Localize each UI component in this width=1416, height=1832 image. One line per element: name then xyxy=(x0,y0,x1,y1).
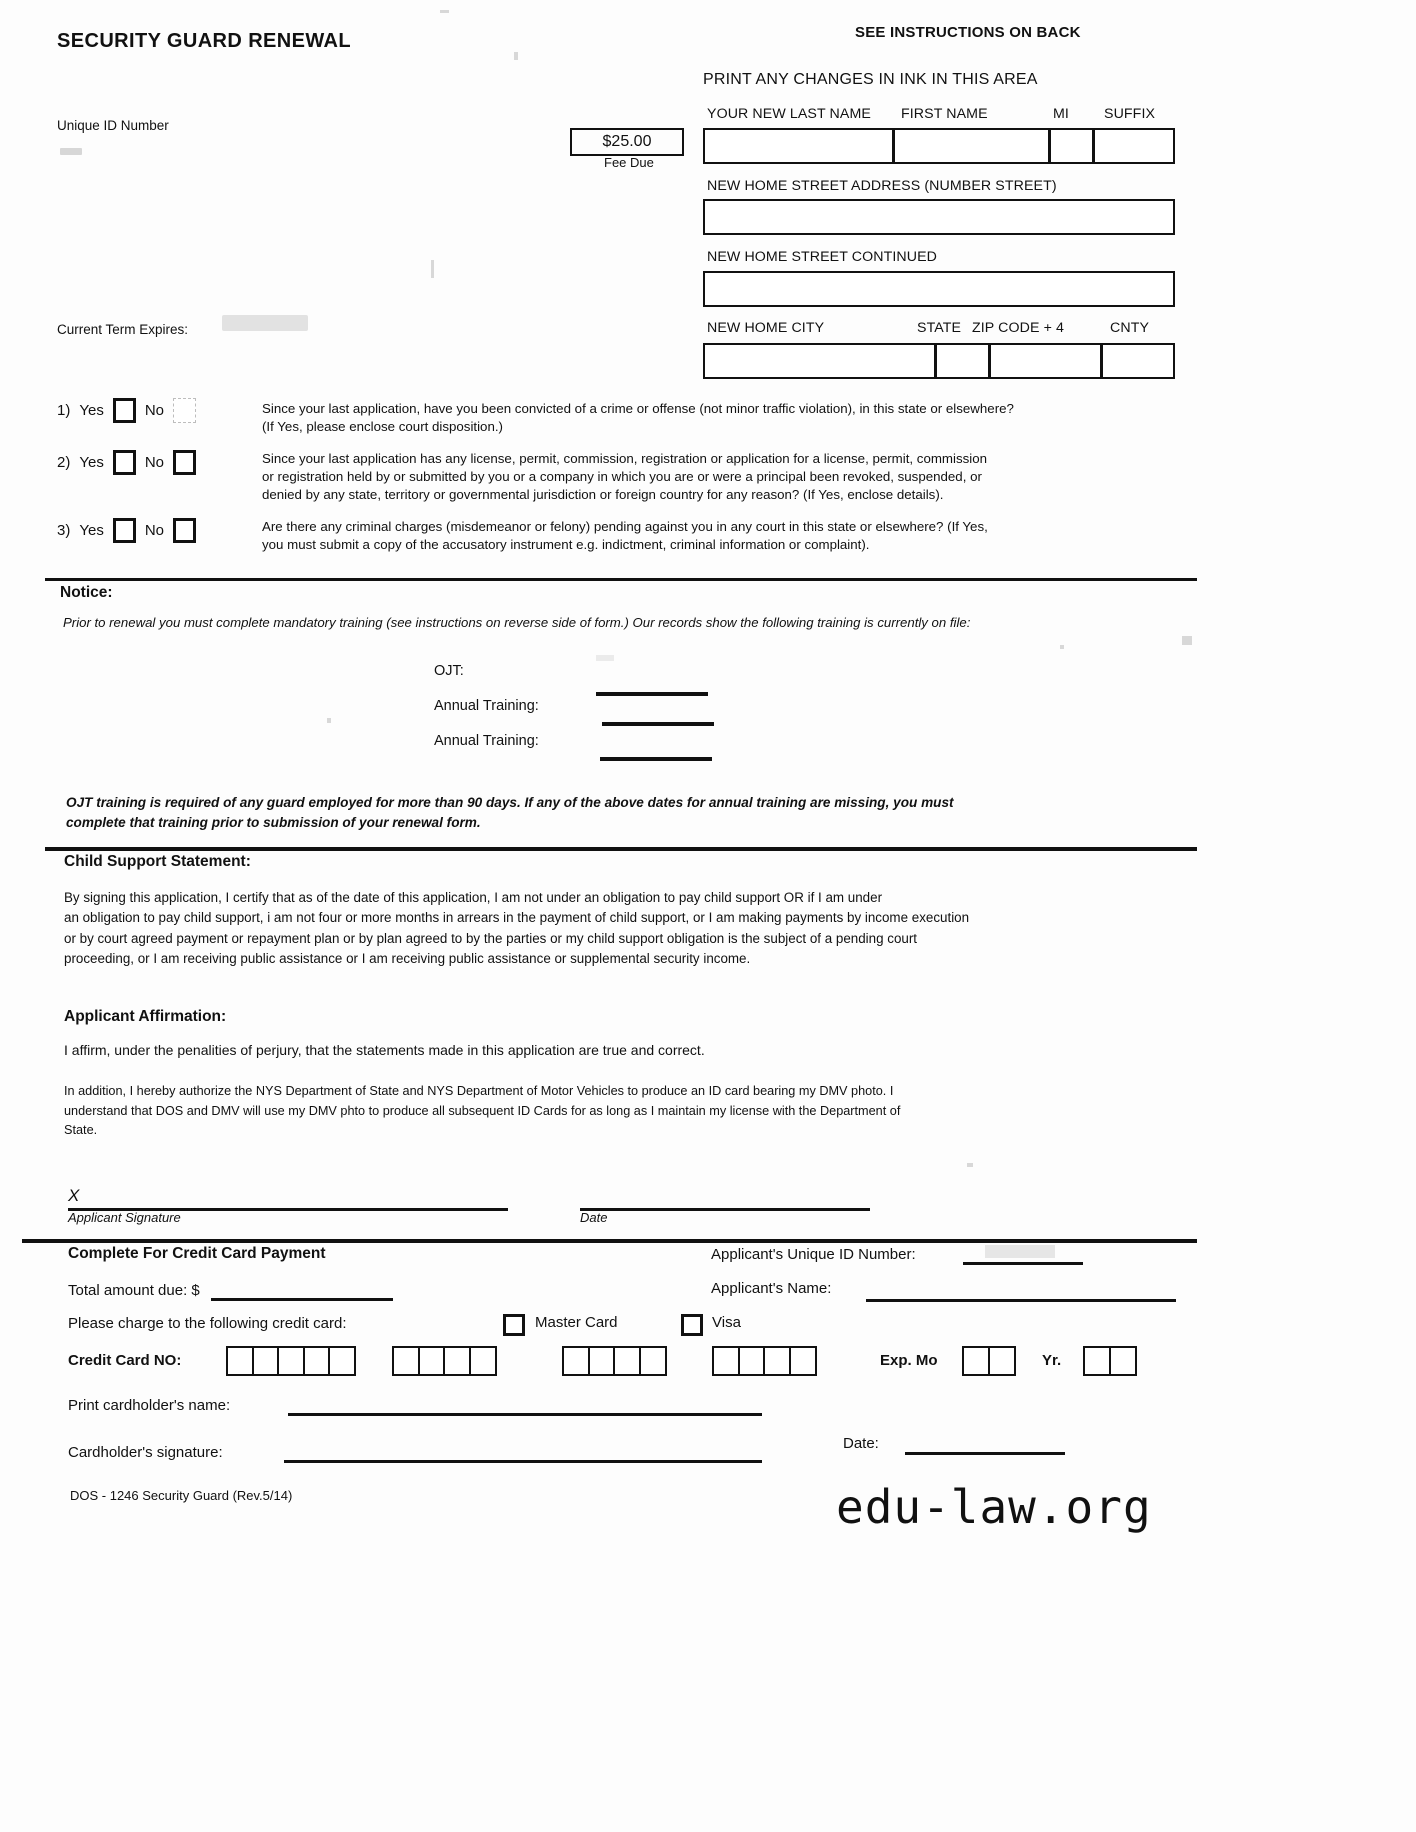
signature-date-caption: Date xyxy=(580,1210,608,1225)
current-term-scan-smudge xyxy=(222,315,308,331)
exp-yr-cell[interactable] xyxy=(1109,1346,1137,1376)
cc-digit-cell[interactable] xyxy=(763,1346,791,1376)
scan-speck xyxy=(514,52,518,60)
notice-heading: Notice: xyxy=(60,584,113,601)
cc-digit-cell[interactable] xyxy=(469,1346,497,1376)
credit-card-number-label: Credit Card NO: xyxy=(68,1352,182,1369)
question-1-yes-label: Yes xyxy=(79,402,104,419)
scan-speck xyxy=(1182,636,1192,645)
see-instructions-note: SEE INSTRUCTIONS ON BACK xyxy=(855,24,1081,41)
scan-speck xyxy=(1060,645,1064,649)
cc-digit-cell[interactable] xyxy=(392,1346,420,1376)
question-3-yes-checkbox[interactable] xyxy=(113,518,136,543)
credit-card-date-field[interactable] xyxy=(905,1452,1065,1455)
cc-digit-cell[interactable] xyxy=(252,1346,280,1376)
question-2-line-2: or registration held by or submitted by you or a company in which you are or were a principal been revoked, suspended, or xyxy=(262,468,982,484)
child-support-divider xyxy=(45,847,1197,851)
signature-date-field[interactable] xyxy=(580,1208,870,1211)
question-3-text xyxy=(262,518,1062,554)
affirmation-auth-line-1: In addition, I hereby authorize the NYS Department of State and NYS Department of Motor Vehicles to produce an ID card bearing my DMV photo. I xyxy=(64,1084,894,1098)
question-2-number: 2) xyxy=(57,454,71,471)
cc-digit-cell[interactable] xyxy=(712,1346,740,1376)
question-1-no-checkbox[interactable] xyxy=(173,398,196,423)
city-label: NEW HOME CITY xyxy=(707,320,825,336)
question-1-number: 1) xyxy=(57,402,71,419)
exp-yr-cell[interactable] xyxy=(1083,1346,1111,1376)
notice-body: Prior to renewal you must complete mandatory training (see instructions on reverse side of form.) Our records show the following training is currently on file: xyxy=(63,615,971,630)
ojt-requirement-note xyxy=(66,793,1006,832)
zip-input[interactable] xyxy=(991,345,1103,377)
unique-id-scan-smudge xyxy=(60,148,82,155)
state-label: STATE xyxy=(917,320,962,336)
question-3-number: 3) xyxy=(57,522,71,539)
cnty-label: CNTY xyxy=(1110,320,1150,336)
notice-divider xyxy=(45,578,1197,581)
annual-training-2-label: Annual Training: xyxy=(434,733,539,749)
credit-card-divider xyxy=(22,1239,1197,1243)
street-address-label: NEW HOME STREET ADDRESS (NUMBER STREET) xyxy=(707,178,1057,194)
applicant-name-label: Applicant's Name: xyxy=(711,1280,832,1297)
question-2-line-3: denied by any state, territory or governmental jurisdiction or foreign country for any reason? (If Yes, enclose details). xyxy=(262,486,944,502)
cc-digit-cell[interactable] xyxy=(789,1346,817,1376)
question-3-row xyxy=(57,518,196,543)
child-support-line-2: an obligation to pay child support, i am not four or more months in arrears in the payment of child support, or I am making payments by income execution xyxy=(64,910,970,926)
fee-amount-value: $25.00 xyxy=(602,133,652,150)
state-input[interactable] xyxy=(937,345,991,377)
ojt-note-line-1: OJT training is required of any guard employed for more than 90 days. If any of the above dates for annual training are missing, you must xyxy=(66,795,954,810)
cc-digit-cell[interactable] xyxy=(226,1346,254,1376)
master-card-checkbox[interactable] xyxy=(503,1314,525,1336)
credit-card-number-group-1[interactable] xyxy=(226,1346,354,1376)
credit-card-number-group-3[interactable] xyxy=(562,1346,664,1376)
question-2-row xyxy=(57,450,196,475)
annual-training-1-value-line[interactable] xyxy=(602,722,714,726)
city-input[interactable] xyxy=(705,345,937,377)
first-name-label: FIRST NAME xyxy=(901,106,988,122)
credit-card-date-label: Date: xyxy=(843,1435,879,1452)
street-continued-label: NEW HOME STREET CONTINUED xyxy=(707,249,938,265)
total-amount-due-label: Total amount due: $ xyxy=(68,1282,200,1299)
question-3-no-label: No xyxy=(144,522,165,539)
exp-mo-cell[interactable] xyxy=(962,1346,990,1376)
cc-digit-cell[interactable] xyxy=(277,1346,305,1376)
form-code: DOS - 1246 Security Guard (Rev.5/14) xyxy=(70,1488,293,1503)
unique-id-label: Unique ID Number xyxy=(57,118,169,133)
question-3-no-checkbox[interactable] xyxy=(173,518,196,543)
visa-label: Visa xyxy=(712,1314,741,1331)
mi-label: MI xyxy=(1053,106,1069,122)
cc-digit-cell[interactable] xyxy=(639,1346,667,1376)
question-2-text xyxy=(262,450,1062,504)
affirmation-authorization xyxy=(64,1082,1064,1141)
credit-card-number-group-2[interactable] xyxy=(392,1346,494,1376)
credit-card-heading: Complete For Credit Card Payment xyxy=(68,1245,326,1262)
scan-speck xyxy=(967,1163,973,1167)
child-support-line-1: By signing this application, I certify that as of the date of this application, I am not under an obligation to pay child support OR if I am under xyxy=(64,890,883,905)
question-3-line-2: you must submit a copy of the accusatory instrument e.g. indictment, criminal information or complaint). xyxy=(262,536,870,552)
cardholder-signature-field[interactable] xyxy=(284,1460,762,1463)
expiration-year-group[interactable] xyxy=(1083,1346,1134,1376)
watermark: edu-law.org xyxy=(836,1480,1152,1534)
name-row xyxy=(703,128,1175,164)
last-name-input[interactable] xyxy=(705,130,895,162)
applicant-signature-caption: Applicant Signature xyxy=(68,1210,181,1225)
visa-checkbox[interactable] xyxy=(681,1314,703,1336)
annual-training-1-label: Annual Training: xyxy=(434,698,539,714)
question-1-row xyxy=(57,398,196,423)
cc-digit-cell[interactable] xyxy=(443,1346,471,1376)
child-support-line-3: or by court agreed payment or repayment plan or by plan agreed to by the parties or my child support obligation is the subject of a pending court xyxy=(64,930,918,946)
exp-mo-cell[interactable] xyxy=(988,1346,1016,1376)
cc-digit-cell[interactable] xyxy=(613,1346,641,1376)
question-2-yes-label: Yes xyxy=(79,454,104,471)
cardholder-signature-label: Cardholder's signature: xyxy=(68,1444,223,1461)
child-support-heading: Child Support Statement: xyxy=(64,853,251,870)
question-1-line-1: Since your last application, have you been convicted of a crime or offense (not minor traffic violation), in this state or elsewhere? xyxy=(262,401,1014,416)
page-title: SECURITY GUARD RENEWAL xyxy=(57,30,352,52)
affirmation-auth-line-3: State. xyxy=(64,1123,98,1138)
affirmation-statement: I affirm, under the penalities of perjury, that the statements made in this application are true and correct. xyxy=(64,1042,705,1058)
question-2-no-label: No xyxy=(144,454,165,471)
master-card-label: Master Card xyxy=(535,1314,618,1331)
applicant-name-field[interactable] xyxy=(866,1299,1176,1302)
city-row xyxy=(703,343,1175,379)
question-2-line-1: Since your last application has any license, permit, commission, registration or application for a license, permit, commission xyxy=(262,451,987,466)
cnty-input[interactable] xyxy=(1103,345,1173,377)
current-term-expires-label: Current Term Expires: xyxy=(57,322,189,337)
expiration-month-group[interactable] xyxy=(962,1346,1013,1376)
training-scan-smudge xyxy=(596,655,614,661)
ojt-training-value-line[interactable] xyxy=(596,692,708,696)
question-1-yes-checkbox[interactable] xyxy=(113,398,136,423)
print-changes-instruction: PRINT ANY CHANGES IN INK IN THIS AREA xyxy=(703,71,1038,88)
applicant-unique-id-label: Applicant's Unique ID Number: xyxy=(711,1246,916,1263)
fee-amount-box xyxy=(570,128,684,156)
cc-digit-cell[interactable] xyxy=(588,1346,616,1376)
question-3-yes-label: Yes xyxy=(79,522,104,539)
last-name-label: YOUR NEW LAST NAME xyxy=(707,106,871,122)
cc-digit-cell[interactable] xyxy=(562,1346,590,1376)
scan-speck xyxy=(327,718,331,723)
suffix-label: SUFFIX xyxy=(1104,106,1156,122)
street-address-input[interactable] xyxy=(703,199,1175,235)
signature-x-mark: X xyxy=(68,1186,80,1205)
first-name-input[interactable] xyxy=(895,130,1051,162)
child-support-body xyxy=(64,888,1080,970)
affirmation-auth-line-2: understand that DOS and DMV will use my DMV phto to produce all subsequent ID Cards for as long as I maintain my license with the Department of xyxy=(64,1103,901,1118)
cc-digit-cell[interactable] xyxy=(738,1346,766,1376)
print-cardholder-name-label: Print cardholder's name: xyxy=(68,1397,231,1414)
question-3-line-1: Are there any criminal charges (misdemeanor or felony) pending against you in any court in this state or elsewhere? (If Yes, xyxy=(262,519,988,534)
scan-speck xyxy=(440,10,449,13)
cc-digit-cell[interactable] xyxy=(418,1346,446,1376)
charge-card-label: Please charge to the following credit card: xyxy=(68,1315,347,1332)
ojt-training-label: OJT: xyxy=(434,663,464,679)
mi-input[interactable] xyxy=(1051,130,1095,162)
total-amount-due-field[interactable] xyxy=(211,1298,393,1301)
ojt-note-line-2: complete that training prior to submission of your renewal form. xyxy=(66,814,481,830)
question-1-text xyxy=(262,400,1092,436)
cc-digit-cell[interactable] xyxy=(303,1346,331,1376)
question-2-yes-checkbox[interactable] xyxy=(113,450,136,475)
suffix-input[interactable] xyxy=(1095,130,1173,162)
street-continued-input[interactable] xyxy=(703,271,1175,307)
fee-due-label: Fee Due xyxy=(604,155,654,170)
question-2-no-checkbox[interactable] xyxy=(173,450,196,475)
question-1-no-label: No xyxy=(144,402,165,419)
affirmation-heading: Applicant Affirmation: xyxy=(64,1008,227,1025)
question-1-line-2: (If Yes, please enclose court disposition.) xyxy=(262,418,503,434)
credit-card-number-group-4[interactable] xyxy=(712,1346,814,1376)
print-cardholder-name-field[interactable] xyxy=(288,1413,762,1416)
zip-label: ZIP CODE + 4 xyxy=(972,320,1065,336)
annual-training-2-value-line[interactable] xyxy=(600,757,712,761)
child-support-line-4: proceeding, or I am receiving public assistance or I am receiving public assistance or supplemental security income. xyxy=(64,951,751,967)
scan-speck xyxy=(431,260,434,278)
applicant-unique-id-field[interactable] xyxy=(963,1262,1083,1265)
applicant-unique-id-scan-smudge xyxy=(985,1245,1055,1258)
expiration-month-label: Exp. Mo xyxy=(880,1352,938,1369)
cc-digit-cell[interactable] xyxy=(328,1346,356,1376)
expiration-year-label: Yr. xyxy=(1042,1352,1062,1369)
